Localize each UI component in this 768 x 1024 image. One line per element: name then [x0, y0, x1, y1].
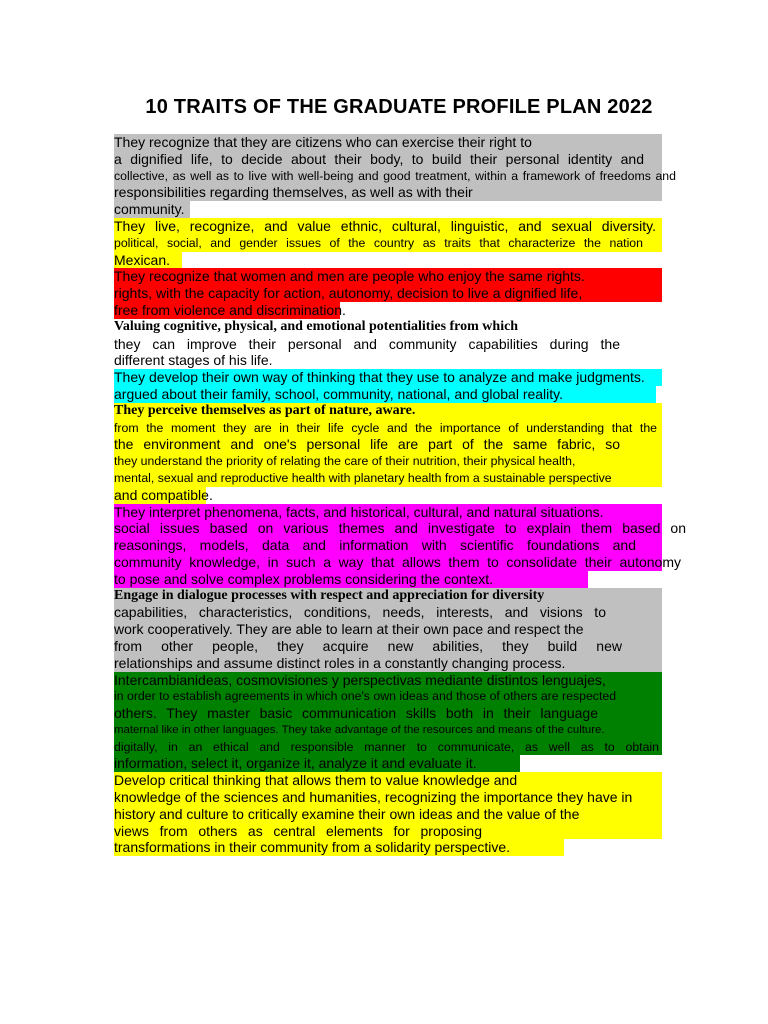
- text-line: community.: [114, 201, 689, 218]
- text-line: Valuing cognitive, physical, and emotional potentialities from which: [114, 318, 519, 334]
- text-line: the environment and one's personal life are part of the same fabric, so: [114, 436, 689, 453]
- text-line: views from others as central elements for proposing: [114, 823, 689, 840]
- text-line: Develop critical thinking that allows them to value knowledge and: [114, 772, 689, 789]
- text-line: history and culture to critically examine their own ideas and the value of the: [114, 806, 689, 823]
- text-line: relationships and assume distinct roles in a constantly changing process.: [114, 655, 689, 672]
- text-line: They interpret phenomena, facts, and historical, cultural, and natural situations.: [114, 504, 689, 521]
- text-line: They live, recognize, and value ethnic, cultural, linguistic, and sexual diversity.: [114, 218, 689, 235]
- text-line: rights, with the capacity for action, autonomy, decision to live a dignified life,: [114, 285, 689, 302]
- text-line: social issues based on various themes and investigate to explain them based on: [114, 520, 686, 537]
- text-line: They recognize that women and men are people who enjoy the same rights.: [114, 268, 689, 285]
- text-line: others. They master basic communication skills both in their language: [114, 705, 689, 722]
- text-line: capabilities, characteristics, conditions, needs, interests, and visions to: [114, 604, 689, 621]
- text-line: responsibilities regarding themselves, as well as with their: [114, 184, 689, 201]
- text-line: community knowledge, in such a way that allows them to consolidate their autonomy: [114, 553, 681, 570]
- text-line: in order to establish agreements in which one's own ideas and those of others are respected: [114, 688, 689, 705]
- text-line: they can improve their personal and community capabilities during the: [114, 335, 620, 352]
- text-line: transformations in their community from a solidarity perspective.: [114, 839, 689, 856]
- traits-body: [114, 134, 689, 856]
- text-line: They recognize that they are citizens who can exercise their right to: [114, 134, 689, 151]
- text-line: reasonings, models, data and information with scientific foundations and: [114, 537, 689, 554]
- text-line: They develop their own way of thinking that they use to analyze and make judgments.: [114, 369, 689, 386]
- text-line: free from violence and discrimination.: [114, 301, 346, 318]
- text-line: collective, as well as to live with well-being and good treatment, within a framework of freedoms and: [114, 168, 676, 183]
- text-line: mental, sexual and reproductive health with planetary health from a sustainable perspective: [114, 470, 689, 487]
- text-line: argued about their family, school, community, national, and global reality.: [114, 386, 689, 403]
- text-line: from the moment they are in their life cycle and the importance of understanding that the: [114, 420, 689, 437]
- text-line: from other people, they acquire new abilities, they build new: [114, 638, 689, 655]
- text-line: they understand the priority of relating the care of their nutrition, their physical health,: [114, 453, 689, 470]
- text-line: political, social, and gender issues of the country as traits that characterize the nation: [114, 235, 689, 252]
- text-line: Mexican.: [114, 252, 689, 269]
- text-line: information, select it, organize it, analyze it and evaluate it.: [114, 755, 689, 772]
- document-title: 10 TRAITS OF THE GRADUATE PROFILE PLAN 2022: [145, 96, 653, 118]
- text-line: digitally, in an ethical and responsible manner to communicate, as well as to obtain: [114, 739, 689, 756]
- text-line: a dignified life, to decide about their body, to build their personal identity and: [114, 151, 689, 168]
- text-line: different stages of his life.: [114, 352, 273, 369]
- text-line: Engage in dialogue processes with respect and appreciation for diversity: [114, 588, 689, 605]
- text-line: to pose and solve complex problems considering the context.: [114, 571, 689, 588]
- text-line: Intercambianideas, cosmovisiones y perspectivas mediante distintos lenguajes,: [114, 672, 689, 689]
- text-line: knowledge of the sciences and humanities, recognizing the importance they have in: [114, 789, 689, 806]
- text-line: work cooperatively. They are able to learn at their own pace and respect the: [114, 621, 689, 638]
- text-line: They perceive themselves as part of nature, aware.: [114, 403, 689, 420]
- text-line: and compatible.: [114, 486, 213, 503]
- text-line: maternal like in other languages. They take advantage of the resources and means of the culture.: [114, 722, 689, 739]
